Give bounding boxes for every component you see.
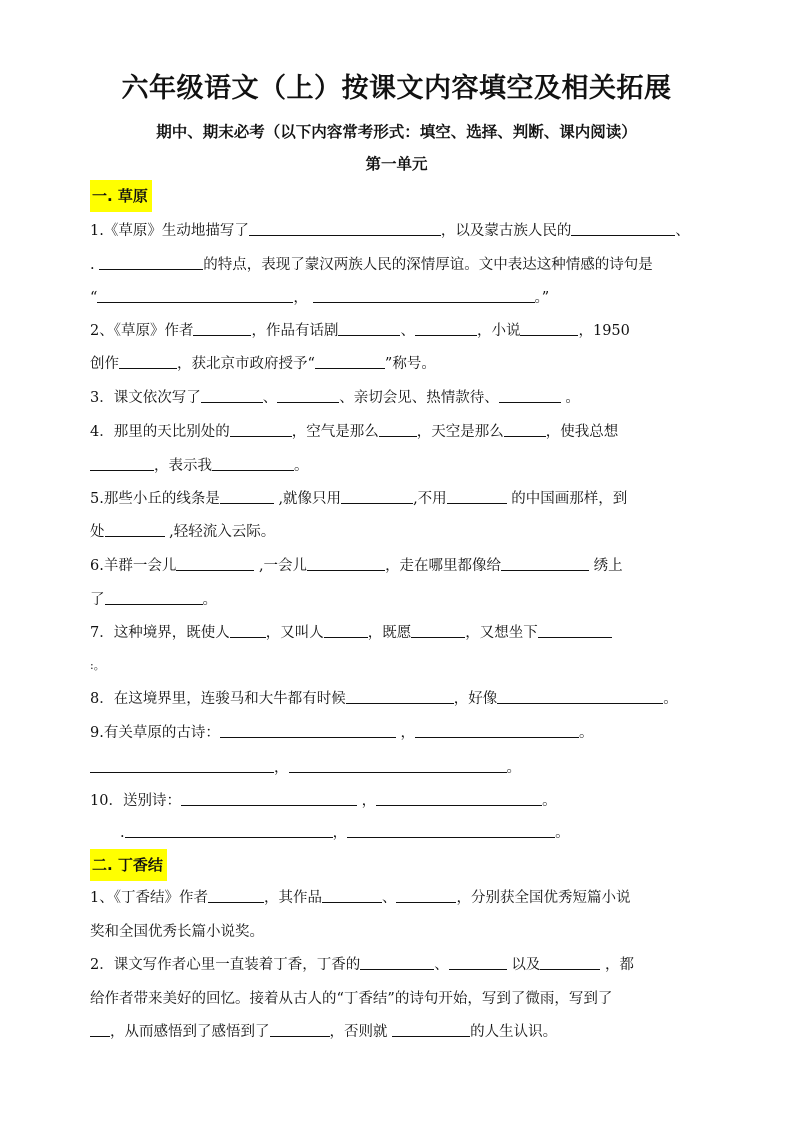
q5-blank-4[interactable]: [105, 521, 165, 537]
q4-text-c: ，天空是那么: [416, 424, 504, 440]
q8-text-c: 。: [663, 691, 678, 707]
q7-blank-3[interactable]: [411, 622, 465, 638]
s2q2-text-a: 2．课文写作者心里一直装着丁香，丁香的: [90, 957, 361, 973]
q7-blank-4[interactable]: [538, 622, 612, 638]
s2q2-text-e: 给作者带来美好的回忆。接着从古人的“丁香结”的诗句开始，写到了微雨，写到了: [90, 991, 613, 1007]
section-heading-dingxiangjie: 二. 丁香结: [90, 849, 167, 881]
q8-blank-2[interactable]: [497, 688, 663, 704]
question-8-line-1: [90, 688, 704, 710]
q4-blank-2[interactable]: [379, 421, 417, 437]
s2q2-text-d: ，都: [604, 957, 634, 973]
q9-blank-3[interactable]: [90, 757, 274, 773]
q7-blank-1[interactable]: [230, 622, 266, 638]
section-heading-caoyuan: 一. 草原: [90, 180, 152, 212]
s2q2-text-f: ，从而感悟到了感悟到了: [110, 1024, 270, 1040]
q2-blank-5[interactable]: [119, 353, 177, 369]
q6-text-c: ，走在哪里都像给: [385, 558, 502, 574]
question-9-line-2: [90, 757, 704, 779]
s2q2-text-b: 、: [434, 957, 449, 973]
q5-text-d: 的中国画那样，到: [511, 491, 628, 507]
q5-text-a: 5.那些小丘的线条是: [90, 491, 220, 507]
s2q2-text-g: ，否则就: [329, 1024, 388, 1040]
s2q1-text-d: ，分别获全国优秀短篇小说: [456, 890, 631, 906]
q4-blank-1[interactable]: [230, 421, 292, 437]
q1-blank-1[interactable]: [249, 220, 441, 236]
q10-text-e: ，: [332, 825, 348, 841]
q5-text-b: ,就像只用: [278, 491, 342, 507]
q10-text-a: 10．送别诗：: [90, 793, 181, 809]
s2q2-blank-3[interactable]: [540, 954, 600, 970]
q4-text-b: ，空气是那么: [291, 424, 379, 440]
q3-blank-2[interactable]: [277, 387, 339, 403]
page-title: 六年级语文（上）按课文内容填空及相关拓展: [121, 73, 672, 104]
q5-blank-2[interactable]: [341, 488, 413, 504]
q9-text-a: 9.有关草原的古诗：: [90, 725, 220, 741]
s2q2-blank-1[interactable]: [360, 954, 434, 970]
question-1-line-3: [90, 287, 704, 309]
s2-question-1-line-1: [90, 887, 704, 909]
q2-text-e: ，1950: [578, 323, 630, 339]
unit-heading: 第一单元: [365, 155, 428, 173]
q2-text-i: ”称号。: [384, 356, 436, 372]
s2q1-blank-2[interactable]: [322, 887, 382, 903]
q3-text-b: 、: [262, 390, 278, 406]
s2q2-blank-2[interactable]: [449, 954, 507, 970]
s2-question-2-line-2: [90, 988, 704, 1010]
q6-blank-2[interactable]: [307, 555, 385, 571]
q8-text-a: 8．在这境界里，连骏马和大牛都有时候: [90, 691, 346, 707]
q4-text-f: 。: [294, 458, 309, 474]
q5-text-e: 处: [90, 524, 105, 540]
s2-question-2-line-1: [90, 954, 704, 976]
q1-text-a: 1.《草原》生动地描写了: [90, 223, 249, 239]
q1-blank-4[interactable]: [97, 287, 293, 303]
q7-text-d: ，又想坐下: [465, 625, 538, 641]
q9-text-d: ，: [274, 760, 289, 776]
q8-blank-1[interactable]: [346, 688, 454, 704]
s2q1-blank-1[interactable]: [208, 887, 264, 903]
q1-blank-3[interactable]: [99, 254, 203, 270]
q10-blank-3[interactable]: [125, 822, 333, 838]
q1-text-g: ，: [293, 290, 308, 306]
q10-blank-2[interactable]: [376, 790, 542, 806]
q2-blank-3[interactable]: [415, 320, 477, 336]
question-7-line-1: [90, 622, 704, 644]
q2-blank-2[interactable]: [338, 320, 400, 336]
q5-text-f: ,轻轻流入云际。: [169, 524, 276, 540]
q10-blank-4[interactable]: [347, 822, 555, 838]
q1-text-b: ，以及蒙古族人民的: [440, 223, 572, 239]
s2q2-blank-6[interactable]: [392, 1021, 470, 1037]
question-1-line-1: [90, 220, 704, 242]
q4-blank-3[interactable]: [504, 421, 546, 437]
q2-blank-6[interactable]: [315, 353, 385, 369]
q9-text-c: 。: [578, 725, 594, 741]
q1-text-f: “: [90, 290, 98, 306]
q2-text-g: ，获北京市政府授予: [177, 356, 308, 372]
s2q1-text-e: 奖和全国优秀长篇小说奖。: [90, 924, 264, 940]
question-7-line-2: [90, 655, 704, 677]
q5-text-c: ,不用: [413, 491, 447, 507]
s2q2-text-c: 以及: [511, 957, 541, 973]
q3-text-c: 、亲切会见、热情款待、: [339, 390, 499, 406]
q2-text-f: 创作: [90, 356, 119, 372]
q4-blank-4[interactable]: [90, 455, 154, 471]
q7-text-e: :。: [90, 659, 105, 672]
q7-blank-2[interactable]: [324, 622, 368, 638]
q4-text-a: 4．那里的天比别处的: [90, 424, 230, 440]
q3-text-d: 。: [565, 390, 580, 406]
s2q1-blank-3[interactable]: [396, 887, 456, 903]
q7-text-b: ，又叫人: [265, 625, 324, 641]
question-2-line-1: [90, 320, 704, 342]
q2-text-d: ，小说: [476, 323, 521, 339]
q6-text-f: 。: [202, 592, 217, 608]
q3-blank-3[interactable]: [499, 387, 561, 403]
q4-text-e: ，表示我: [154, 458, 212, 474]
s2-question-2-line-3: [90, 1021, 704, 1043]
s2q2-text-h: 的人生认识。: [470, 1024, 558, 1040]
question-10-line-2: [120, 822, 704, 844]
s2q2-blank-4[interactable]: [90, 1021, 110, 1037]
q10-text-c: 。: [542, 793, 557, 809]
q6-text-d: 绣上: [593, 558, 623, 574]
q10-text-d: .: [120, 825, 125, 841]
q6-text-a: 6.羊群一会儿: [90, 558, 177, 574]
s2q2-blank-5[interactable]: [270, 1021, 330, 1037]
q10-text-f: 。: [555, 825, 570, 841]
s2q1-text-b: ，其作品: [263, 890, 322, 906]
q2-text-b: ，作品有话剧: [251, 323, 339, 339]
question-6-line-1: [90, 555, 704, 577]
question-9-line-1: [90, 722, 704, 744]
q2-text-a: 2、《草原》作者: [90, 323, 194, 339]
q3-blank-1[interactable]: [201, 387, 263, 403]
q6-text-b: ,一会儿: [258, 558, 308, 574]
s2q1-text-c: 、: [381, 890, 397, 906]
question-1-line-2: [90, 254, 704, 276]
q2-blank-4[interactable]: [520, 320, 578, 336]
s2q1-text-a: 1、《丁香结》作者: [90, 890, 208, 906]
q4-blank-5[interactable]: [212, 455, 294, 471]
page-subtitle: 期中、期末必考（以下内容常考形式：填空、选择、判断、课内阅读）: [156, 123, 637, 141]
question-5-line-1: [90, 488, 704, 510]
question-10-line-1: [90, 790, 704, 812]
q7-text-a: 7．这种境界，既使人: [90, 625, 230, 641]
q6-blank-1[interactable]: [176, 555, 254, 571]
q1-blank-2[interactable]: [571, 220, 675, 236]
q6-blank-4[interactable]: [105, 589, 203, 605]
q9-text-e: 。: [506, 760, 521, 776]
question-6-line-2: [90, 589, 704, 611]
q2-blank-1[interactable]: [193, 320, 251, 336]
q3-text-a: 3．课文依次写了: [90, 390, 201, 406]
q2-text-h: “: [307, 356, 315, 372]
q1-text-d: .: [90, 257, 95, 273]
q9-text-b: ，: [400, 725, 415, 741]
question-4-line-2: [90, 455, 704, 477]
q1-text-e: 的特点，表现了蒙汉两族人民的深情厚谊。文中表达这种情感的诗句是: [203, 257, 653, 273]
q7-text-c: ，既愿: [367, 625, 412, 641]
q2-text-c: 、: [400, 323, 415, 339]
question-3-line-1: [90, 387, 704, 409]
q10-blank-1[interactable]: [181, 790, 357, 806]
q8-text-b: ，好像: [453, 691, 498, 707]
question-4-line-1: [90, 421, 704, 443]
q4-text-d: ，使我总想: [545, 424, 619, 440]
q9-blank-4[interactable]: [289, 757, 507, 773]
q6-text-e: 了: [90, 592, 105, 608]
q10-text-b: ，: [361, 793, 377, 809]
q1-text-h: 。”: [534, 290, 550, 306]
q1-text-c: 、: [675, 223, 690, 239]
q1-blank-5[interactable]: [313, 287, 535, 303]
question-2-line-2: [90, 353, 704, 375]
q6-blank-3[interactable]: [501, 555, 589, 571]
s2-question-1-line-2: [90, 921, 704, 943]
question-5-line-2: [90, 521, 704, 543]
q9-blank-2[interactable]: [415, 722, 579, 738]
q5-blank-3[interactable]: [447, 488, 507, 504]
q9-blank-1[interactable]: [220, 722, 396, 738]
q5-blank-1[interactable]: [220, 488, 274, 504]
